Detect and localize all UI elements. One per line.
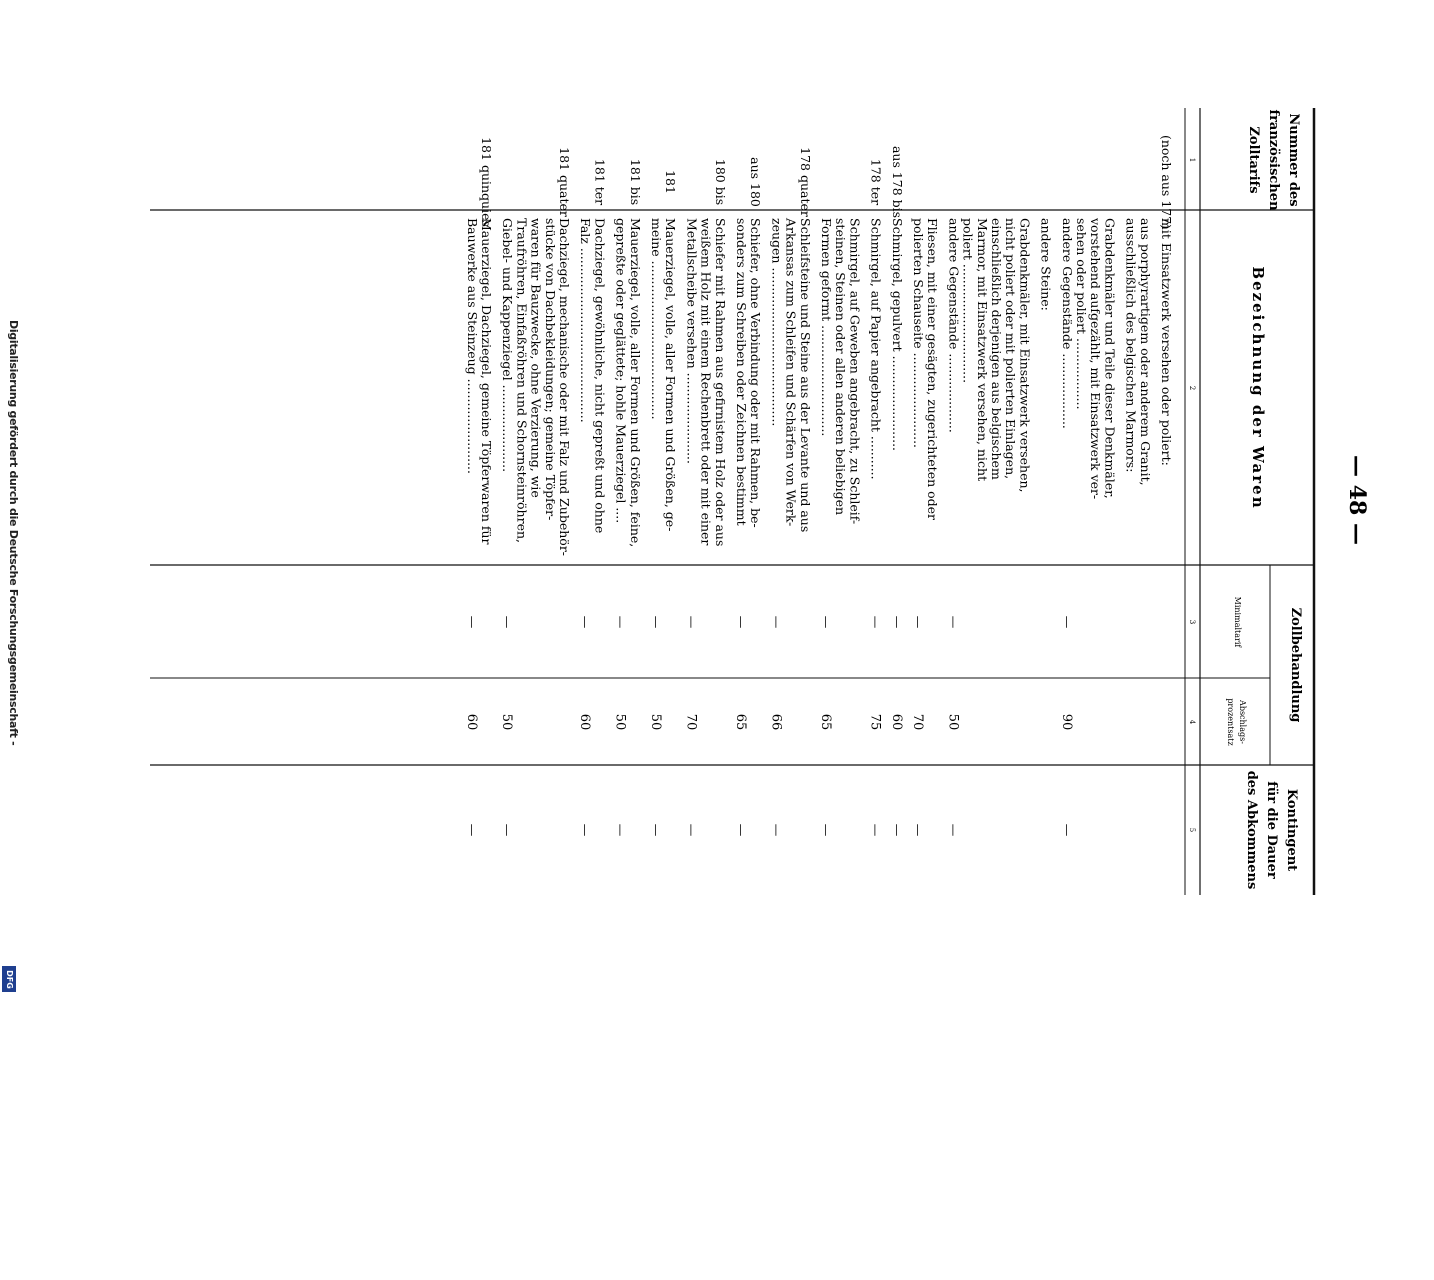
quota-value: — (500, 823, 516, 837)
ware-description: Schmirgel, gepulvert ........................ (889, 218, 905, 452)
quota-value: — (1059, 823, 1075, 837)
column-numbers (1188, 158, 1196, 832)
tariff-number: 181 quinquies (479, 137, 494, 227)
ware-description: Schmirgel, auf Papier angebracht ........... (868, 218, 884, 480)
header-zollbehandlung: Zollbehandlung (1288, 607, 1303, 723)
header-col1-line3: Zolltarifs (1246, 126, 1261, 194)
minimal-tariff-value: — (734, 615, 749, 629)
quota-value: — (613, 823, 629, 837)
ware-description: Giebel- und Kappenziegel ...................... (500, 218, 516, 473)
tariff-number: 180 bis (712, 158, 728, 206)
table-body (464, 135, 1174, 836)
ware-description: andere Steine: (1038, 218, 1054, 311)
ware-description: Metallscheibe versehen ....................... (684, 218, 700, 465)
discount-percent-value: 60 (463, 713, 479, 731)
table-row (1124, 218, 1153, 486)
tariff-number: 181 (663, 170, 679, 194)
table-row (1159, 135, 1174, 466)
header-col1-line1: Nummer des (1286, 113, 1301, 207)
header-col4 (1226, 698, 1247, 745)
ware-description: gepreßte oder geglättete; hohle Mauerziegel .... (613, 218, 629, 524)
minimal-tariff-value: — (819, 615, 834, 629)
header-col3: Minimaltarif (1233, 596, 1242, 648)
tariff-number: aus 180 (748, 157, 764, 207)
ware-description: Marmor, mit Einsatzwerk versehen, nicht (974, 218, 990, 482)
ware-description: zeugen ........................................ (769, 218, 785, 427)
table-row (1039, 218, 1054, 311)
minimal-tariff-value: — (1059, 615, 1075, 629)
quota-value: — (464, 823, 480, 837)
ware-description: sehen oder poliert .................. (1074, 218, 1089, 410)
colnum-2: 2 (1188, 385, 1196, 391)
header-col4-line2: prozentsatz (1226, 698, 1235, 746)
ware-description: steinen, Steinen oder allen anderen beliebigen (833, 218, 849, 516)
ware-description: Schiefer mit Rahmen aus gefirnistem Holz oder aus (712, 218, 728, 547)
ware-description: Grabdenkmäler und Teile dieser Denkmäler, (1102, 218, 1118, 499)
ware-description: nicht poliert oder mit polierten Einlagen, (1003, 218, 1019, 480)
discount-percent-value: 66 (768, 713, 784, 731)
ware-description: meine ........................................ (649, 218, 664, 420)
ware-description: andere Gegenstände ................... (1059, 218, 1075, 429)
tariff-number: (noch aus 177) (1159, 134, 1174, 230)
tariff-number: 178 quater (797, 147, 813, 217)
ware-description: Schleifsteine und Steine aus der Levante und aus (797, 218, 813, 533)
table-row (868, 159, 884, 836)
colnum-1: 1 (1188, 157, 1196, 163)
table-row (733, 157, 763, 836)
discount-percent-value: 60 (577, 713, 593, 731)
ware-description: weißem Holz mit einem Rechenbrett oder mit einer (698, 218, 714, 546)
ware-description: mit Einsatzwerk versehen oder poliert: (1159, 218, 1174, 466)
discount-percent-value: 75 (867, 713, 883, 731)
ware-description: ausschließlich des belgischen Marmors: (1123, 218, 1139, 473)
table-row (1059, 217, 1118, 836)
tariff-number: 178 ter (868, 158, 884, 206)
quota-value: — (734, 823, 749, 837)
tariff-number: 181 bis (627, 158, 643, 206)
discount-percent-value: 70 (683, 713, 699, 731)
ware-description: polierten Schauseite ........................ (911, 218, 926, 449)
ware-description: Mauerziegel, Dachziegel, gemeine Töpferwaren für (479, 218, 494, 545)
table-row (499, 147, 572, 836)
colnum-4: 4 (1188, 719, 1196, 725)
ware-description: Bauwerke aus Steinzeug ........................ (464, 218, 480, 474)
discount-percent-value: 50 (945, 713, 961, 731)
ware-description: einschließlich derjenigen aus belgischem (989, 218, 1004, 480)
header-col5-line2: für die Dauer (1264, 781, 1279, 879)
minimal-tariff-value: — (464, 615, 480, 629)
ware-description: Grabdenkmäler, mit Einsatzwerk versehen, (1017, 218, 1033, 493)
minimal-tariff-value: — (578, 615, 594, 629)
header-col5-line3: des Abkommens (1244, 770, 1259, 890)
discount-percent-value: 90 (1058, 713, 1074, 731)
discount-percent-value: 50 (648, 713, 663, 731)
header-col5-line1: Kontingent (1284, 788, 1299, 872)
minimal-tariff-value: — (946, 615, 962, 629)
dfg-logo (2, 966, 16, 992)
minimal-tariff-value: — (769, 615, 785, 629)
discount-percent-value: 50 (612, 713, 628, 731)
table-row (818, 218, 862, 836)
ware-description: vorstehend aufgezählt, mit Einsatzwerk ver- (1088, 218, 1104, 500)
table-row (577, 159, 607, 836)
digitization-note: Digitalisierung gefördert durch die Deutsche Forschungsgemeinschaft - (7, 320, 20, 746)
quota-value: — (889, 823, 905, 837)
table-row (464, 137, 494, 836)
quota-value: — (649, 823, 664, 837)
quota-value: — (868, 823, 884, 837)
tariff-number: aus 178 bis (889, 145, 905, 219)
ware-description: Schiefer, ohne Verbindung oder mit Rahmen, be- (748, 218, 764, 528)
table-row (683, 159, 727, 836)
header-col2: Bezeichnung der Waren (1249, 266, 1267, 510)
ware-description: Dachziegel, mechanische oder mit Falz und Zubehör- (557, 218, 572, 557)
page-number: — 48 — (1344, 455, 1370, 545)
table-row (613, 159, 643, 836)
ware-description: Formen geformt ............................ (819, 218, 834, 437)
minimal-tariff-value: — (613, 615, 629, 629)
ware-description: stücke von Dachbekleidungen; gemeine Töpfer- (542, 218, 558, 521)
table-row (910, 218, 940, 836)
discount-percent-value: 60 (888, 713, 904, 731)
ware-description: Dachziegel, gewöhnliche, nicht gepreßt und ohne (592, 218, 608, 534)
ware-description: Arkansas zum Schleifen und Schärfen von Werk- (783, 218, 799, 527)
discount-percent-value: 65 (733, 713, 748, 731)
header-col4-line1: Abschlags- (1238, 700, 1247, 744)
table-row (889, 146, 905, 836)
tariff-number: 181 quater (557, 147, 572, 217)
ware-description: andere Gegenstände .................... (946, 218, 962, 433)
dfg-logo-text: DFG (4, 969, 14, 989)
ware-description: waren für Bauzwecke, ohne Verzierung, wie (528, 218, 544, 498)
table-row (768, 147, 812, 836)
quota-value: — (911, 823, 926, 837)
header-col5 (1244, 771, 1299, 890)
ware-description: Mauerziegel, volle, aller Formen und Größen, feine, (627, 218, 643, 548)
minimal-tariff-value: — (868, 615, 884, 629)
minimal-tariff-value: — (889, 615, 905, 629)
table-row (648, 170, 678, 836)
minimal-tariff-value: — (500, 615, 516, 629)
ware-description: sonders zum Schreiben oder Zeichnen bestimmt (734, 218, 749, 526)
discount-percent-value: 70 (910, 713, 925, 731)
header-col1-line2: französischen (1266, 109, 1281, 211)
ware-description: aus porphyrartigem oder anderem Granit, (1137, 218, 1153, 486)
quota-value: — (684, 823, 700, 837)
minimal-tariff-value: — (911, 615, 926, 629)
discount-percent-value: 50 (499, 713, 515, 731)
ware-description: Fliesen, mit einer gesägten, zugerichteten oder (925, 218, 941, 521)
tariff-number: 181 ter (592, 158, 608, 206)
quota-value: — (578, 823, 594, 837)
colnum-3: 3 (1188, 619, 1196, 625)
ware-description: Mauerziegel, volle, aller Formen und Größen, ge- (663, 218, 679, 532)
ware-description: poliert .............................. (960, 218, 976, 384)
minimal-tariff-value: — (649, 615, 664, 629)
ware-description: Schmirgel, auf Geweben angebracht, zu Schleif- (847, 218, 863, 525)
colnum-5: 5 (1188, 827, 1196, 833)
quota-value: — (769, 823, 785, 837)
quota-value: — (819, 823, 834, 837)
table-row (945, 218, 1032, 836)
header-col1 (1246, 109, 1301, 211)
ware-description: Falz ............................................ (578, 218, 594, 423)
minimal-tariff-value: — (684, 615, 700, 629)
quota-value: — (946, 823, 962, 837)
discount-percent-value: 65 (818, 713, 833, 731)
ware-description: Traufröhren, Einfaßröhren und Schornsteinröhren, (514, 218, 530, 543)
